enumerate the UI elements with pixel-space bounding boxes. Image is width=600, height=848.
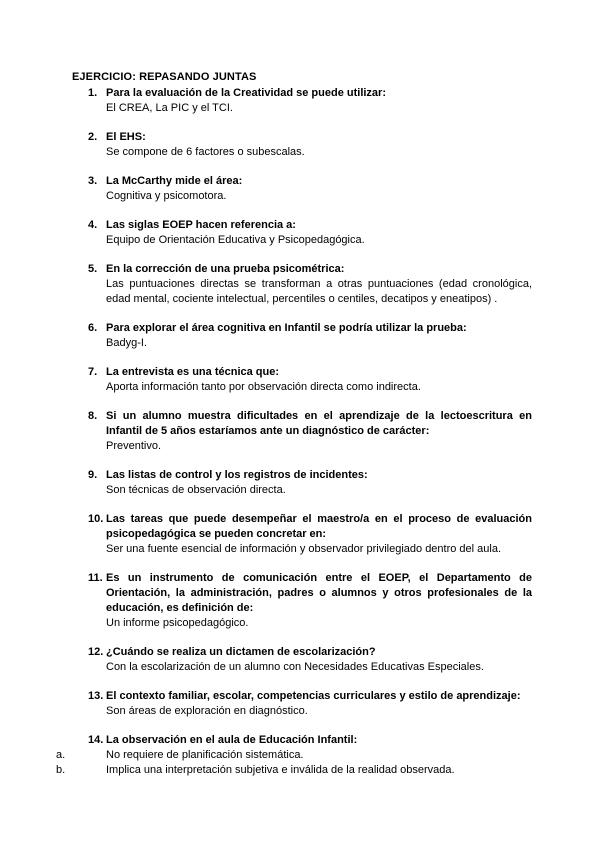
- answer-text: Ser una fuente esencial de información y observador privilegiado dentro del aula.: [106, 543, 502, 555]
- question-text: ¿Cuándo se realiza un dictamen de escolarización?: [106, 646, 376, 658]
- question-number: 9.: [88, 469, 98, 481]
- answer-text: Las puntuaciones directas se transforman a otras puntuaciones (edad cronológica, edad mental, cociente intelectual, percentiles o centiles, decatipos y eneatipos) .: [106, 278, 532, 305]
- answer-text: Preventivo.: [106, 440, 162, 452]
- answer-text: Con la escolarización de un alumno con Necesidades Educativas Especiales.: [106, 661, 484, 673]
- question-text: En la corrección de una prueba psicométrica:: [106, 263, 345, 275]
- question-item: [72, 645, 532, 675]
- answer-text: Badyg-I.: [106, 337, 147, 349]
- answer-text: Equipo de Orientación Educativa y Psicopedagógica.: [106, 234, 365, 246]
- question-number: 1.: [88, 87, 98, 99]
- question-number: 11.: [88, 572, 103, 584]
- question-number: 12.: [88, 646, 104, 658]
- question-text: Es un instrumento de comunicación entre el EOEP, el Departamento de Orientación, la administración, padres o alumnos y otros profesionales de la educación, es definición de:: [106, 572, 532, 614]
- option-text: No requiere de planificación sistemática.: [106, 749, 304, 761]
- question-text: El contexto familiar, escolar, competencias curriculares y estilo de aprendizaje:: [106, 690, 521, 702]
- question-number: 14.: [88, 734, 104, 746]
- option-b: [56, 763, 532, 778]
- question-text: Si un alumno muestra dificultades en el aprendizaje de la lectoescritura en Infantil de 5 años estaríamos ante un diagnóstico de carácter:: [106, 410, 532, 437]
- question-item: [72, 512, 532, 557]
- question-text: Las siglas EOEP hacen referencia a:: [106, 219, 296, 231]
- option-a: [56, 748, 532, 763]
- question-item: [72, 468, 532, 498]
- question-number: 5.: [88, 263, 98, 275]
- answer-text: El CREA, La PIC y el TCI.: [106, 102, 233, 114]
- question-text: Para la evaluación de la Creatividad se puede utilizar:: [106, 87, 386, 99]
- question-text: Las listas de control y los registros de incidentes:: [106, 469, 368, 481]
- option-text: Implica una interpretación subjetiva e inválida de la realidad observada.: [106, 764, 455, 776]
- question-item: [72, 571, 532, 631]
- question-item: [72, 262, 532, 307]
- question-number: 8.: [88, 410, 98, 422]
- question-item: [72, 689, 532, 719]
- question-number: 7.: [88, 366, 98, 378]
- question-number: 4.: [88, 219, 98, 231]
- answer-text: Son técnicas de observación directa.: [106, 484, 286, 496]
- question-text: La McCarthy mide el área:: [106, 175, 243, 187]
- answer-text: Aporta información tanto por observación directa como indirecta.: [106, 381, 421, 393]
- option-label: b.: [56, 764, 66, 776]
- question-item: [72, 218, 532, 248]
- question-number: 6.: [88, 322, 98, 334]
- question-item: [72, 174, 532, 204]
- question-item: [72, 409, 532, 454]
- question-number: 2.: [88, 131, 98, 143]
- answer-text: Son áreas de exploración en diagnóstico.: [106, 705, 308, 717]
- question-text: La entrevista es una técnica que:: [106, 366, 280, 378]
- question-item: [72, 86, 532, 116]
- question-list: [56, 86, 532, 792]
- question-text: La observación en el aula de Educación Infantil:: [106, 734, 358, 746]
- question-item: [72, 321, 532, 351]
- question-text: Para explorar el área cognitiva en Infantil se podría utilizar la prueba:: [106, 322, 467, 334]
- question-text: Las tareas que puede desempeñar el maestro/a en el proceso de evaluación psicopedagógica se pueden concretar en:: [106, 513, 532, 540]
- answer-text: Se compone de 6 factores o subescalas.: [106, 146, 305, 158]
- option-label: a.: [56, 749, 66, 761]
- question-item: [72, 365, 532, 395]
- answer-text: Un informe psicopedagógico.: [106, 617, 249, 629]
- exercise-title: EJERCICIO: REPASANDO JUNTAS: [72, 71, 257, 83]
- question-number: 13.: [88, 690, 104, 702]
- question-number: 3.: [88, 175, 98, 187]
- question-item: [72, 130, 532, 160]
- question-text: El EHS:: [106, 131, 146, 143]
- answer-text: Cognitiva y psicomotora.: [106, 190, 227, 202]
- question-number: 10.: [88, 513, 104, 525]
- question-item: [56, 733, 532, 778]
